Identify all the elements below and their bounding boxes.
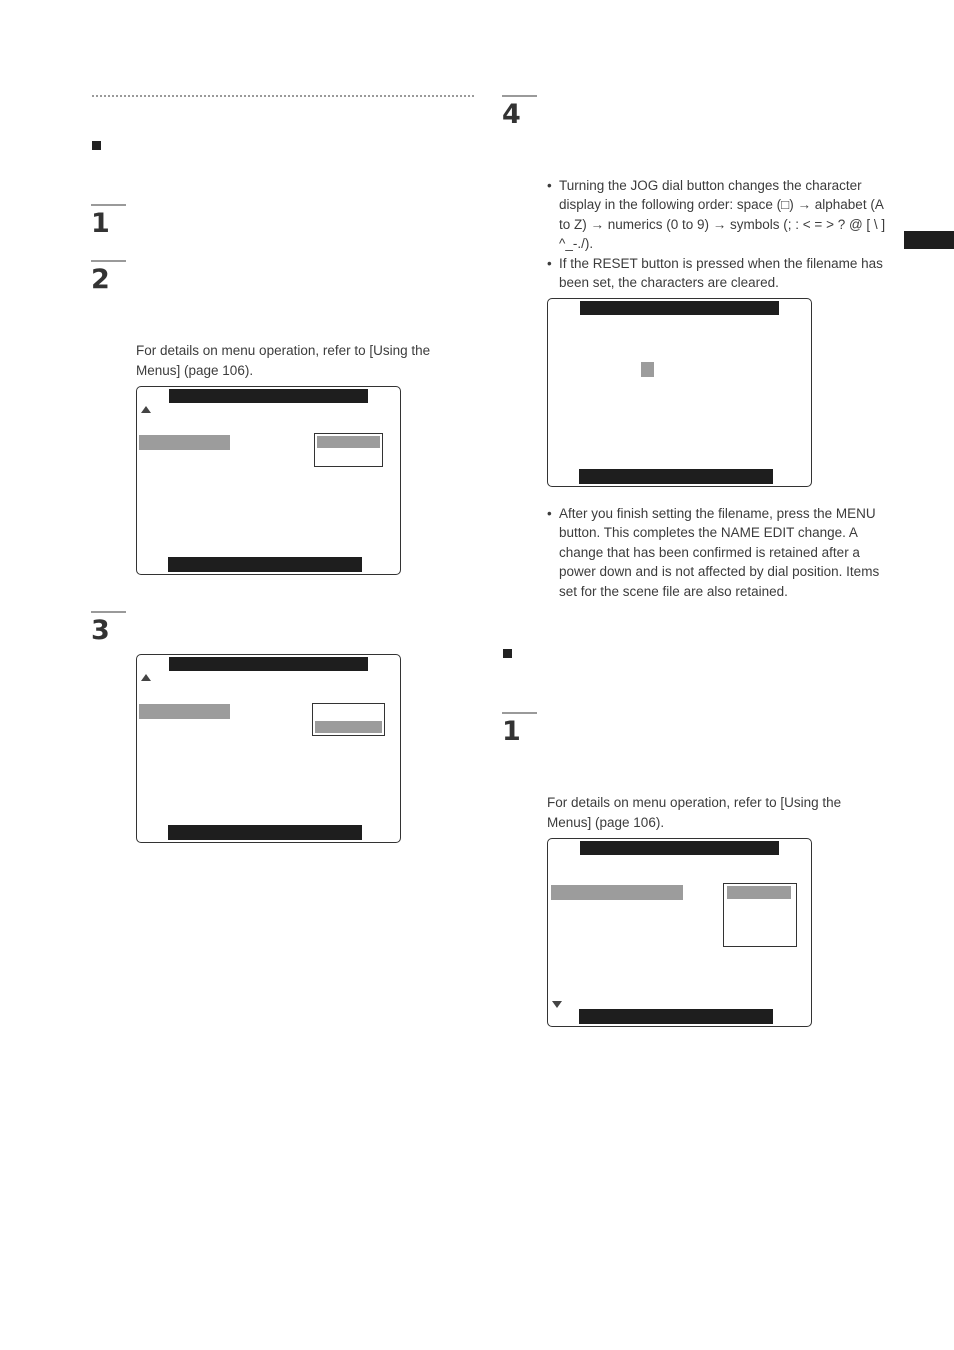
menu-operation-note: For details on menu operation, refer to [Using the Menus] (page 106). xyxy=(136,343,431,378)
menu-title-bar xyxy=(169,657,368,671)
selected-menu-item xyxy=(551,885,683,900)
value-popup xyxy=(723,883,797,947)
value-popup xyxy=(312,703,385,736)
step-rule xyxy=(502,95,537,97)
menu-screen-step-3 xyxy=(136,654,401,843)
section-marker-icon xyxy=(92,141,101,150)
selected-value xyxy=(315,721,382,733)
menu-title-bar xyxy=(580,841,779,855)
menu-status-bar xyxy=(579,469,773,484)
list-item: • After you finish setting the filename, press the MENU button. This completes the NAME EDIT change. A change that has been confirmed is retained after a power down and is not affected by dial position. Items set for the scene file are also retained. xyxy=(547,504,892,601)
step-number-4: 4 xyxy=(502,99,521,130)
name-edit-screen xyxy=(547,298,812,487)
section-marker-icon xyxy=(503,649,512,658)
step-number-2: 2 xyxy=(91,264,110,295)
selected-value xyxy=(727,886,791,899)
step-number-1: 1 xyxy=(91,208,110,239)
selected-value xyxy=(317,436,380,448)
dotted-divider xyxy=(92,95,474,97)
step-number-1-section-b: 1 xyxy=(502,716,521,747)
menu-status-bar xyxy=(168,557,362,572)
value-popup xyxy=(314,433,383,467)
step-number-3: 3 xyxy=(91,615,110,646)
menu-screen-section-b xyxy=(547,838,812,1027)
list-item: • Turning the JOG dial button changes the character display in the following order: space (□) → alphabet (A to Z) → numerics (0 to 9) → symbols (; : < = > ? @ [ \ ] ^_-./). xyxy=(547,176,892,254)
step-4-bullets xyxy=(547,176,892,292)
selected-menu-item xyxy=(139,704,230,719)
character-cursor xyxy=(641,362,654,377)
menu-screen-step-2 xyxy=(136,386,401,575)
step-rule xyxy=(91,611,126,613)
chapter-tab xyxy=(904,231,954,249)
menu-operation-note: For details on menu operation, refer to [Using the Menus] (page 106). xyxy=(547,795,842,830)
triangle-up-icon xyxy=(141,674,151,681)
menu-status-bar xyxy=(579,1009,773,1024)
list-item: • If the RESET button is pressed when the filename has been set, the characters are cleared. xyxy=(547,254,892,293)
step-rule xyxy=(91,204,126,206)
triangle-down-icon xyxy=(552,1001,562,1008)
menu-title-bar xyxy=(580,301,779,315)
step-rule xyxy=(502,712,537,714)
triangle-up-icon xyxy=(141,406,151,413)
menu-status-bar xyxy=(168,825,362,840)
menu-title-bar xyxy=(169,389,368,403)
after-setting-bullets xyxy=(547,504,892,601)
selected-menu-item xyxy=(139,435,230,450)
step-rule xyxy=(91,260,126,262)
